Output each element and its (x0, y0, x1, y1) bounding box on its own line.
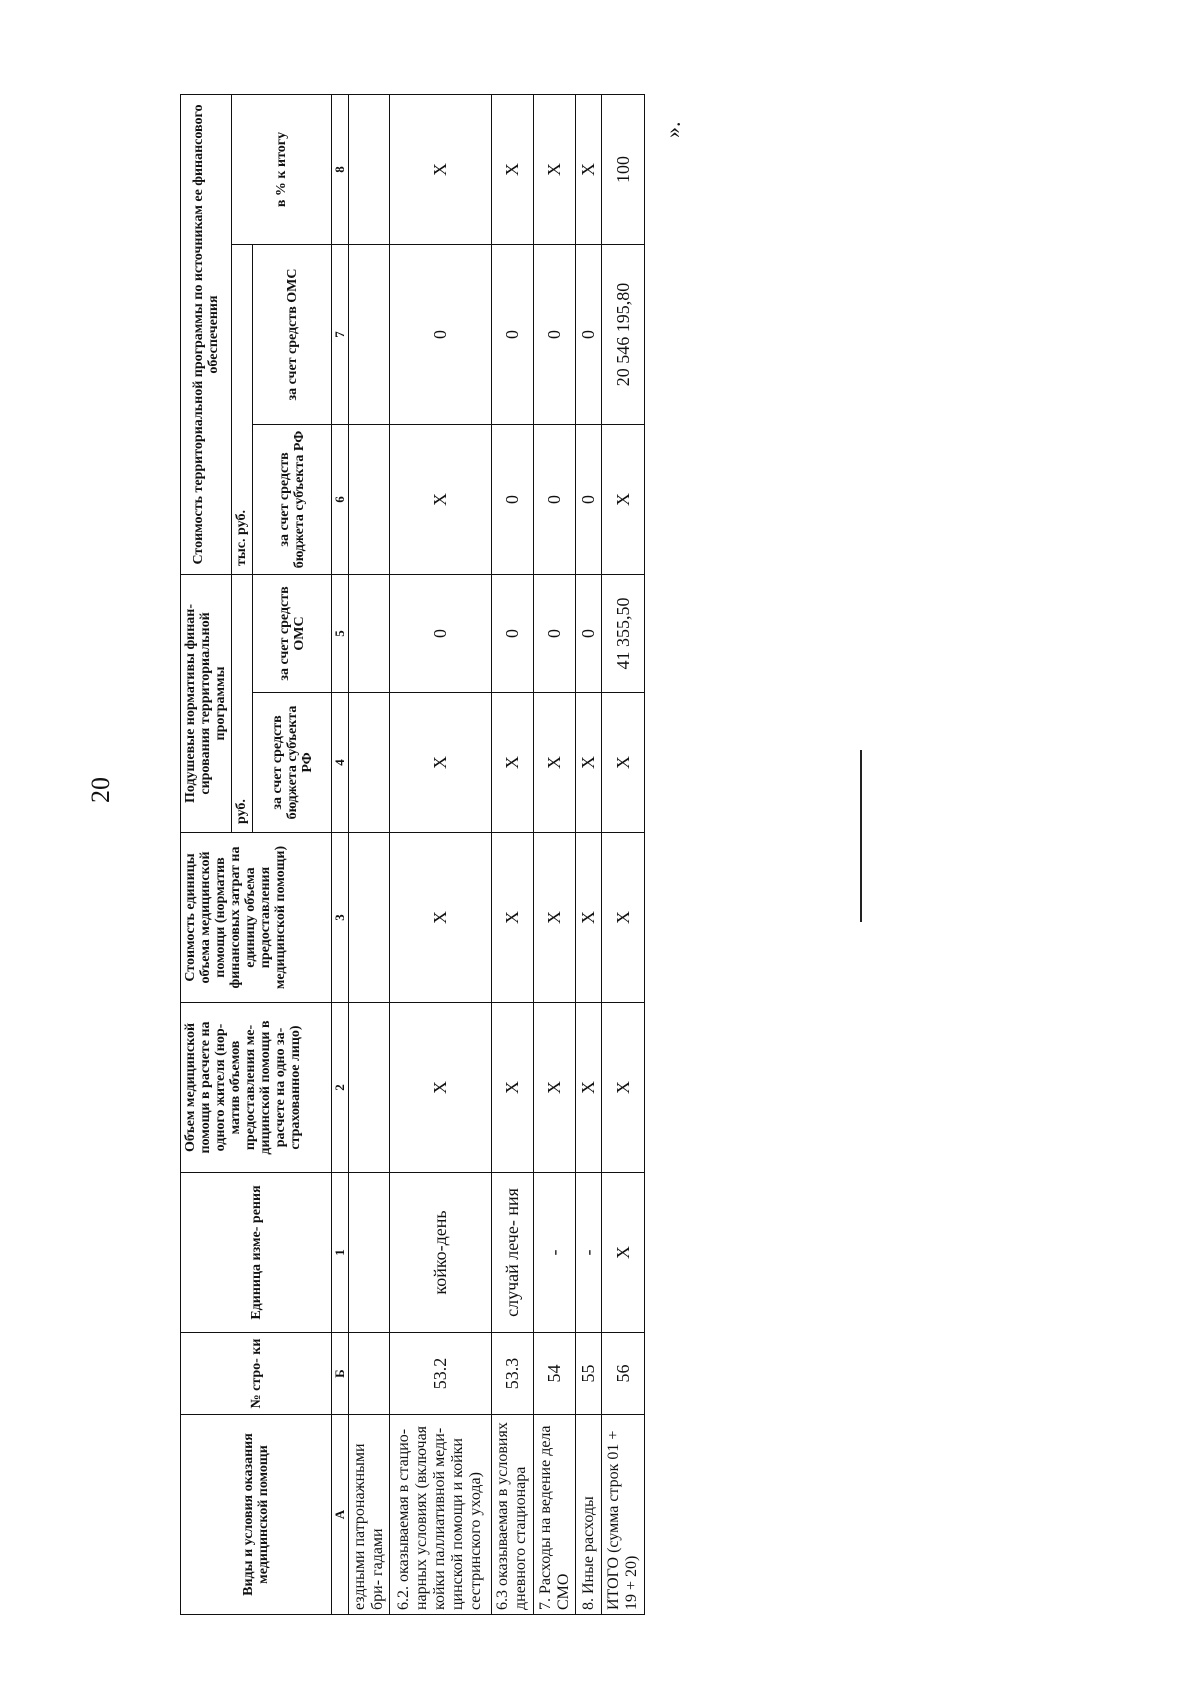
table-row (575, 95, 601, 1615)
table-row (348, 95, 390, 1615)
row-budget-per-capita (348, 693, 390, 833)
row-budget-cost: Х (602, 425, 645, 575)
row-oms-per-capita: 41 355,50 (602, 575, 645, 693)
header-line-number: № стро- ки (181, 1333, 332, 1415)
row-unit-cost: Х (491, 833, 534, 1003)
row-unit-cost (348, 833, 390, 1003)
row-volume: Х (390, 1003, 492, 1173)
colnum-7: 7 (332, 245, 348, 425)
row-label: 6.3 оказываемая в условиях дневного стационара (491, 1415, 534, 1615)
row-percent: Х (390, 95, 492, 245)
rotated-table (180, 95, 645, 1615)
row-percent: 100 (602, 95, 645, 245)
separator-line (860, 750, 862, 922)
row-budget-cost (348, 425, 390, 575)
row-budget-per-capita: Х (575, 693, 601, 833)
page-number: 20 (86, 777, 115, 803)
colnum-6: 6 (332, 425, 348, 575)
row-budget-per-capita: Х (491, 693, 534, 833)
colnum-4: 4 (332, 693, 348, 833)
row-unit: Х (602, 1173, 645, 1333)
row-label: ИТОГО (сумма строк 01 + 19 + 20) (602, 1415, 645, 1615)
colnum-3: 3 (332, 833, 348, 1003)
colnum-b: Б (332, 1333, 348, 1415)
row-budget-per-capita: Х (390, 693, 492, 833)
header-oms-per-capita: за счет средств ОМС (253, 575, 332, 693)
colnum-1: 1 (332, 1173, 348, 1333)
row-oms-per-capita: 0 (491, 575, 534, 693)
row-oms-cost: 0 (390, 245, 492, 425)
header-unit-cost: Стоимость единицы объема медицинской помощи (норматив финансовых затрат на единицу объема предоставления медицинской помощи) (181, 833, 332, 1003)
header-budget-per-capita: за счет средств бюджета субъекта РФ (253, 693, 332, 833)
row-line: 53.3 (491, 1333, 534, 1415)
header-oms-cost: за счет средств ОМС (253, 245, 332, 425)
row-budget-cost: 0 (491, 425, 534, 575)
row-unit-cost: Х (575, 833, 601, 1003)
header-kinds: Виды и условия оказания медицинской помощи (181, 1415, 332, 1615)
row-unit (348, 1173, 390, 1333)
row-volume: Х (491, 1003, 534, 1173)
table-row (390, 95, 492, 1615)
row-oms-per-capita: 0 (390, 575, 492, 693)
row-label: 6.2. оказываемая в стацио- нарных условиях (включая койки паллиативной меди- цинской помощи и койки сестринского ухода) (390, 1415, 492, 1615)
row-budget-per-capita: Х (602, 693, 645, 833)
row-volume: Х (534, 1003, 576, 1173)
row-volume: Х (602, 1003, 645, 1173)
colnum-5: 5 (332, 575, 348, 693)
colnum-8: 8 (332, 95, 348, 245)
row-line: 56 (602, 1333, 645, 1415)
row-unit-cost: Х (602, 833, 645, 1003)
unit-thousand-rub: тыс. руб. (231, 245, 252, 575)
row-label: 8. Иные расходы (575, 1415, 601, 1615)
row-line (348, 1333, 390, 1415)
row-unit: - (575, 1173, 601, 1333)
row-oms-cost (348, 245, 390, 425)
row-label: ездными патронажными бри- гадами (348, 1415, 390, 1615)
row-budget-cost: Х (390, 425, 492, 575)
row-volume (348, 1003, 390, 1173)
row-label: 7. Расходы на ведение дела СМО (534, 1415, 576, 1615)
row-unit: - (534, 1173, 576, 1333)
row-oms-per-capita: 0 (575, 575, 601, 693)
row-percent: Х (491, 95, 534, 245)
row-line: 54 (534, 1333, 576, 1415)
closing-quote-mark: ». (660, 121, 685, 138)
table-row (602, 95, 645, 1615)
header-per-capita-group: Подушевые нормативы финан- сирования территориальной программы (181, 575, 232, 833)
row-volume: Х (575, 1003, 601, 1173)
row-oms-cost: 0 (491, 245, 534, 425)
header-cost-group: Стоимость территориальной программы по источникам ее финансового обеспечения (181, 95, 232, 575)
row-budget-per-capita: Х (534, 693, 576, 833)
row-percent (348, 95, 390, 245)
financing-table (180, 94, 645, 1615)
row-line: 53.2 (390, 1333, 492, 1415)
row-percent: Х (575, 95, 601, 245)
header-unit: Единица изме- рения (181, 1173, 332, 1333)
row-percent: Х (534, 95, 576, 245)
row-line: 55 (575, 1333, 601, 1415)
row-unit-cost: Х (534, 833, 576, 1003)
header-volume: Объем медицинской помощи в расчете на одного жителя (нор- матив объемов предоставления ме- дицинской помощи в расчете на одно за- страхованное лицо) (181, 1003, 332, 1173)
colnum-2: 2 (332, 1003, 348, 1173)
table-row (491, 95, 534, 1615)
row-oms-cost: 0 (534, 245, 576, 425)
table-row (534, 95, 576, 1615)
row-unit: койко-день (390, 1173, 492, 1333)
header-percent-total: в % к итогу (231, 95, 332, 245)
row-unit: случай лече- ния (491, 1173, 534, 1333)
row-budget-cost: 0 (534, 425, 576, 575)
row-unit-cost: Х (390, 833, 492, 1003)
row-oms-cost: 0 (575, 245, 601, 425)
row-oms-per-capita (348, 575, 390, 693)
unit-rub: руб. (231, 575, 252, 833)
row-budget-cost: 0 (575, 425, 601, 575)
colnum-a: А (332, 1415, 348, 1615)
header-budget-cost: за счет средств бюджета субъекта РФ (253, 425, 332, 575)
row-oms-cost: 20 546 195,80 (602, 245, 645, 425)
row-oms-per-capita: 0 (534, 575, 576, 693)
